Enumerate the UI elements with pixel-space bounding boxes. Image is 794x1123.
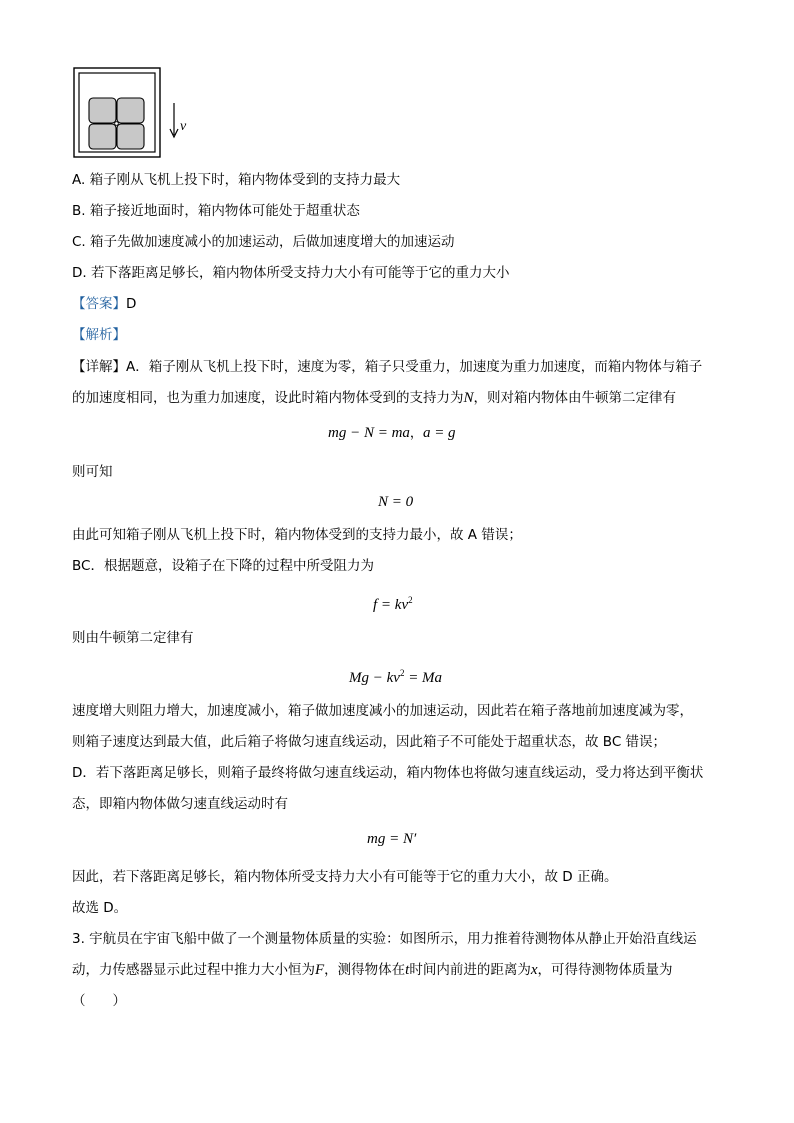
var-f: F (315, 962, 325, 978)
detail-line-12: 故选 D。 (72, 900, 128, 916)
equation-2: N = 0 (378, 494, 414, 510)
answer-value: D (126, 296, 137, 312)
option-a: A. 箱子刚从飞机上投下时，箱内物体受到的支持力最大 (72, 172, 401, 188)
var-x: x (530, 962, 538, 978)
equation-3: $f = kv^2$ (373, 595, 413, 613)
analysis-line (72, 325, 126, 345)
option-b: B. 箱子接近地面时，箱内物体可能处于超重状态 (72, 203, 360, 219)
detail-line-11: 因此，若下落距离足够长，箱内物体所受支持力大小有可能等于它的重力大小，故 D 正确。 (72, 869, 618, 885)
detail-line-4: 由此可知箱子刚从飞机上投下时，箱内物体受到的支持力最小，故 A 错误； (72, 527, 522, 543)
equation-5: mg = N′ (367, 831, 417, 847)
detail-line-3: 则可知 (72, 464, 113, 480)
answer-line (72, 294, 136, 314)
cargo-blocks (89, 98, 144, 149)
detail-line-5: BC．根据题意，设箱子在下降的过程中所受阻力为 (72, 558, 374, 574)
option-c: C. 箱子先做加速度减小的加速运动，后做加速度增大的加速运动 (72, 234, 455, 250)
var-t: t (405, 962, 410, 978)
question-3-line-3: （ ） (72, 993, 126, 1009)
detail-line-9: D．若下落距离足够长，则箱子最终将做匀速直线运动，箱内物体也将做匀速直线运动，受力将达到平衡状 (72, 765, 704, 781)
detail-tag: 【详解】 (72, 359, 126, 375)
velocity-arrow-icon (170, 103, 178, 137)
option-d: D. 若下落距离足够长，箱内物体所受支持力大小有可能等于它的重力大小 (72, 265, 510, 281)
detail-line-6: 则由牛顿第二定律有 (72, 630, 194, 646)
detail-line-7: 速度增大则阻力增大，加速度减小，箱子做加速度减小的加速运动，因此若在箱子落地前加速度减为零， (72, 703, 693, 719)
detail-line-2: 的加速度相同，也为重力加速度，设此时箱内物体受到的支持力为N，则对箱内物体由牛顿第二定律有 (72, 390, 677, 406)
var-n: N (463, 390, 474, 406)
analysis-tag: 【解析】 (72, 327, 126, 343)
detail-line-10: 态，即箱内物体做匀速直线运动时有 (72, 796, 288, 812)
equation-4: $Mg - kv^2 = Ma$ (349, 668, 443, 686)
answer-tag: 【答案】 (72, 296, 126, 312)
velocity-label: v (180, 119, 187, 134)
detail-line-8: 则箱子速度达到最大值，此后箱子将做匀速直线运动，因此箱子不可能处于超重状态，故 BC 错误； (72, 734, 667, 750)
equation-1: mg − N = ma，a = g (328, 425, 456, 441)
question-3-line-1: 3. 宇航员在宇宙飞船中做了一个测量物体质量的实验：如图所示，用力推着待测物体从静止开始沿直线运 (72, 931, 697, 947)
detail-line-1: 【详解】A．箱子刚从飞机上投下时，速度为零，箱子只受重力，加速度为重力加速度，而箱内物体与箱子 (72, 359, 703, 375)
question-3-line-2: 动，力传感器显示此过程中推力大小恒为F，测得物体在t时间内前进的距离为x，可得待测物体质量为 (72, 962, 673, 978)
box-figure (73, 67, 193, 163)
